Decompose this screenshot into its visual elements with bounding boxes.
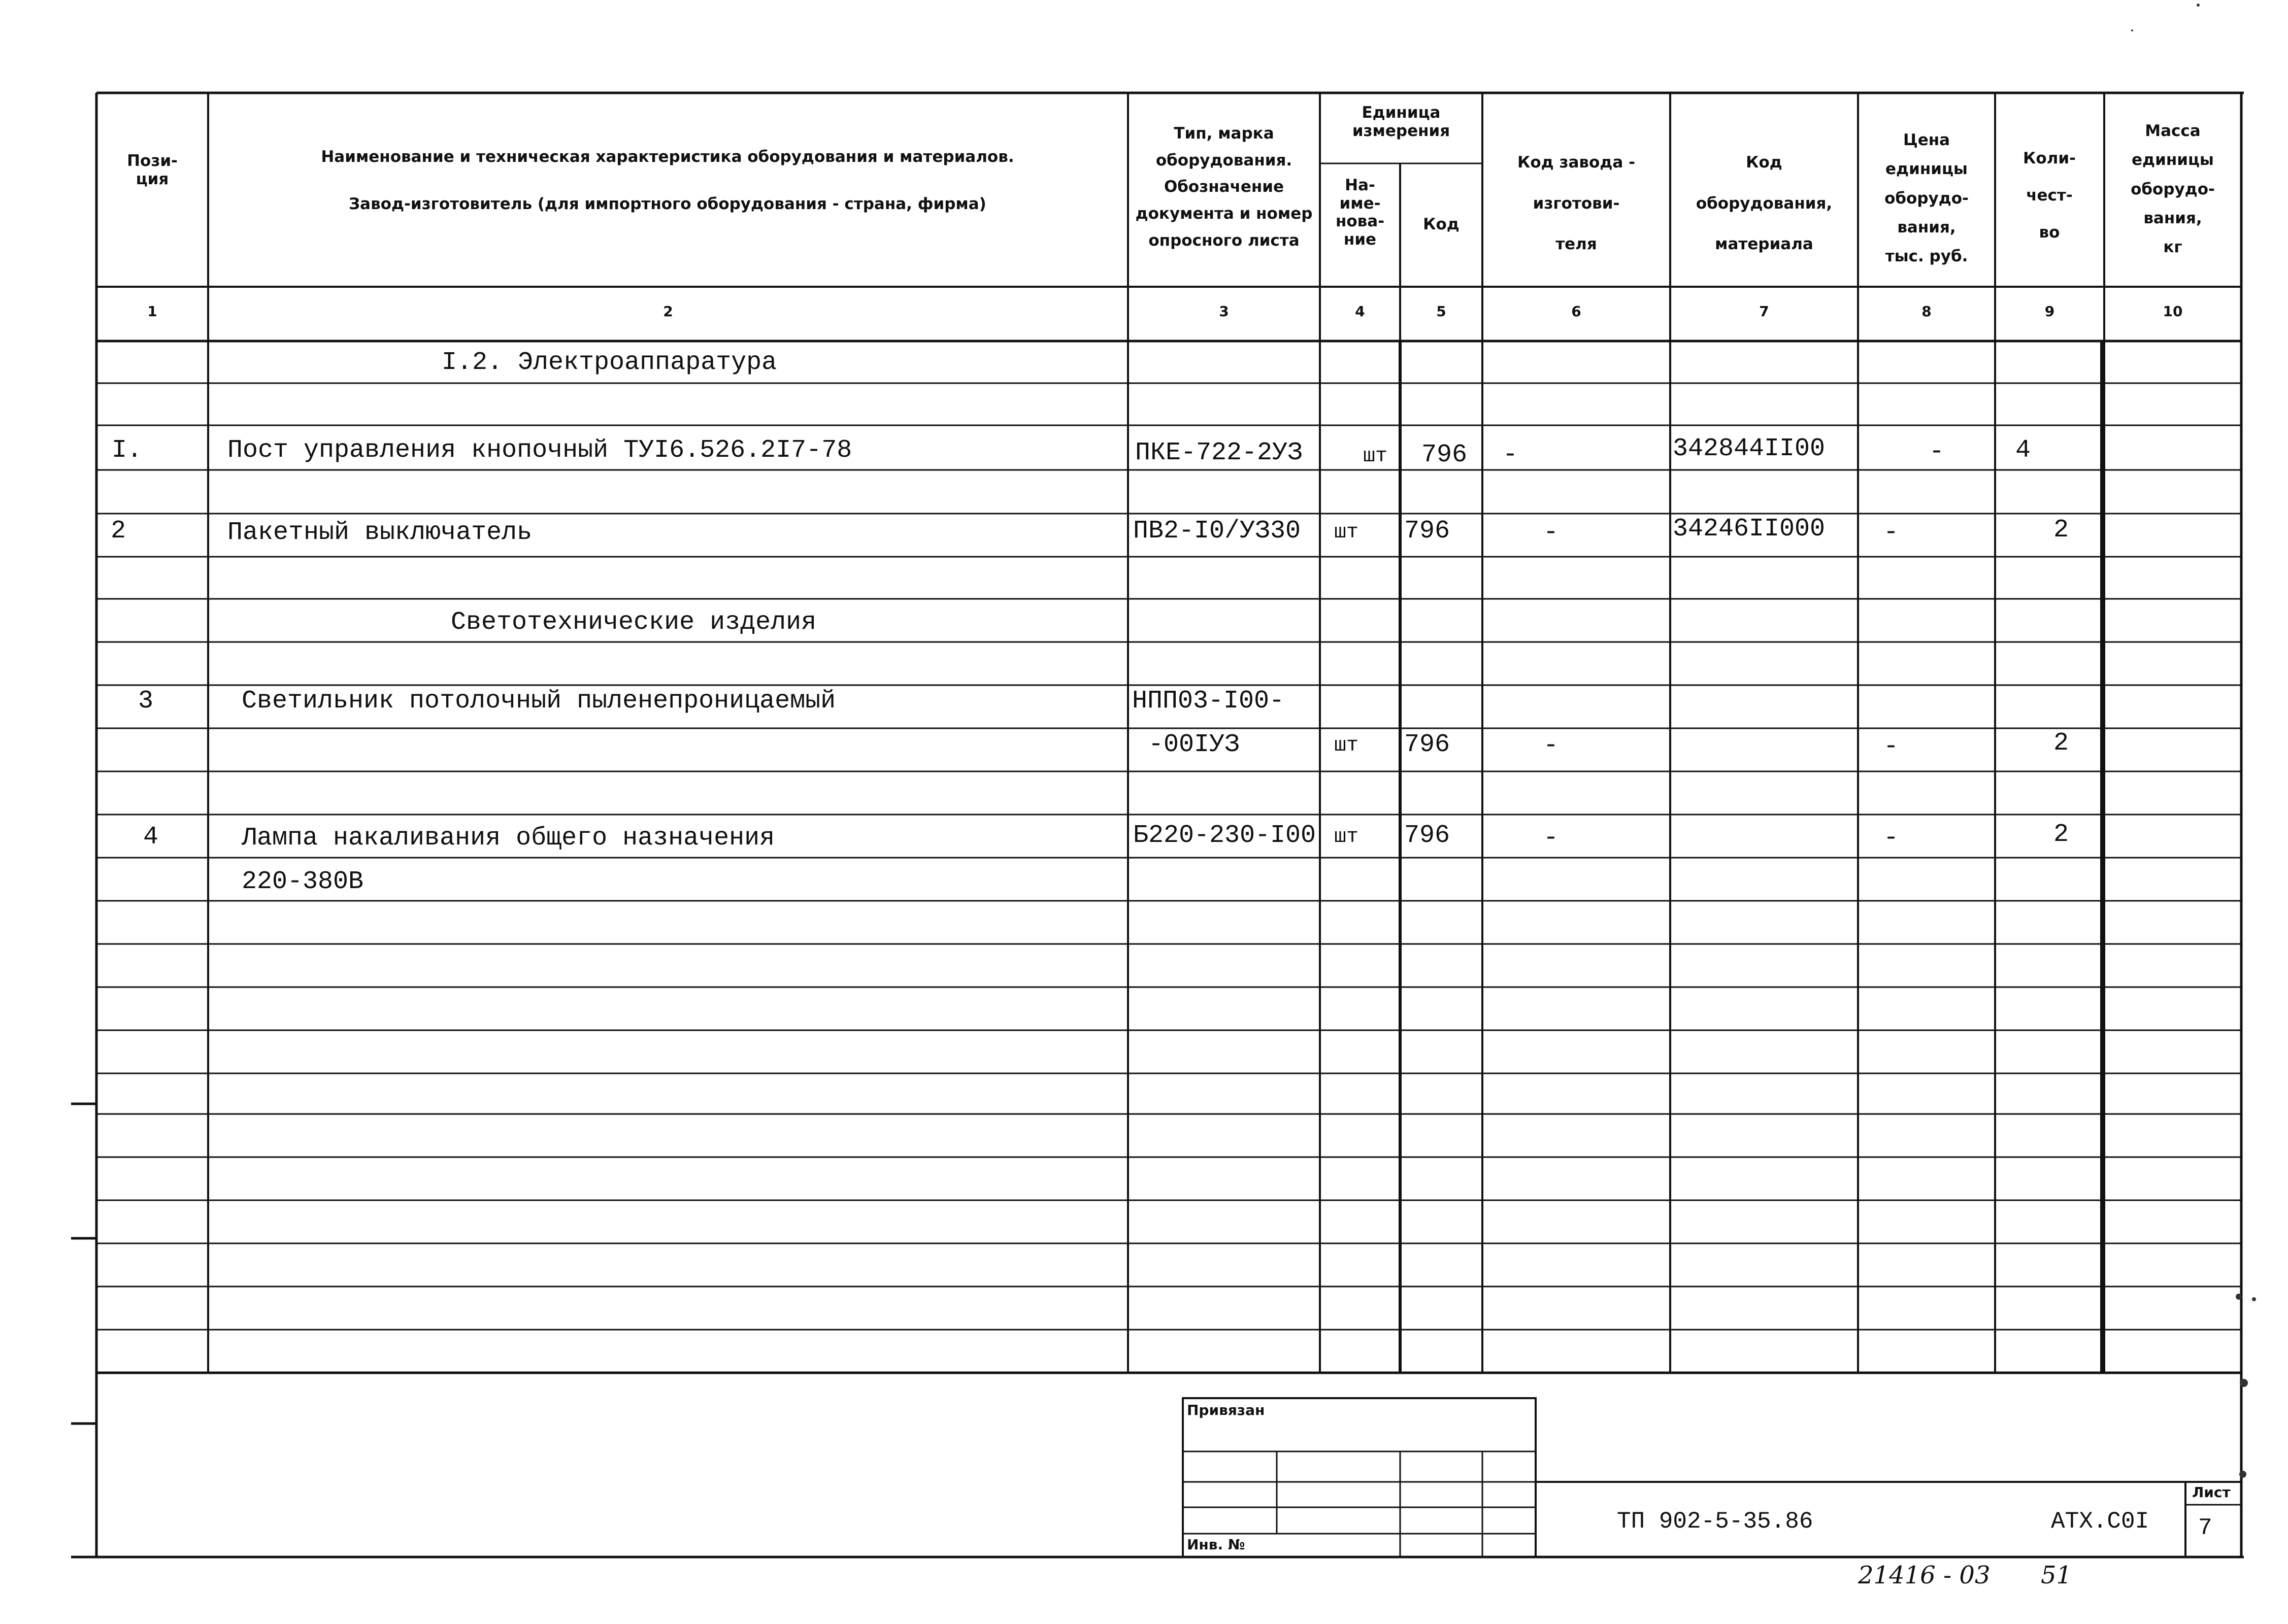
header-unit-name: На- име- нова- ние	[1335, 176, 1385, 249]
stamp-list-label: Лист	[2192, 1484, 2231, 1501]
item4-code: 796	[1404, 821, 1450, 850]
item2-eqcode: 34246II000	[1673, 515, 1826, 544]
item4-type: Б220-230-I00	[1133, 821, 1316, 850]
header-position: Пози- ция	[127, 152, 178, 188]
item4-position: 4	[143, 823, 159, 852]
item4-price: -	[1883, 824, 1899, 853]
item3-type-line1: НПП03-I00-	[1132, 687, 1285, 716]
colnum-9: 9	[2044, 303, 2055, 320]
stamp-list-number: 7	[2198, 1515, 2212, 1541]
item2-type: ПВ2-I0/УЗ30	[1133, 517, 1301, 546]
colnum-1: 1	[147, 303, 157, 320]
item2-qty: 2	[2053, 516, 2069, 545]
subsection-title: Светотехнические изделия	[451, 608, 817, 637]
item3-factory: -	[1543, 731, 1559, 760]
stamp-document-code: ТП 902-5-35.86	[1617, 1508, 1813, 1535]
item3-price: -	[1883, 732, 1899, 761]
item4-name-line2: 220-380В	[242, 867, 364, 896]
header-equipment-code: Код оборудования, материала	[1696, 153, 1833, 254]
item4-factory: -	[1543, 824, 1559, 853]
item1-type: ПКЕ-722-2УЗ	[1135, 438, 1303, 467]
stamp-sheet-code: АТХ.С0I	[2051, 1508, 2149, 1535]
header-type: Тип, марка оборудования. Обозначение документа и номер опросного листа	[1135, 124, 1313, 250]
item1-factory: -	[1503, 441, 1518, 469]
item1-code: 796	[1421, 441, 1468, 469]
handwritten-page: 51	[2041, 1561, 2072, 1589]
item3-code: 796	[1404, 730, 1450, 759]
section-title: I.2. Электроаппаратура	[442, 348, 777, 377]
item1-qty: 4	[2015, 436, 2031, 465]
item1-name: Пост управления кнопочный ТУI6.526.2I7-78	[227, 436, 852, 465]
item1-price: -	[1929, 437, 1945, 466]
colnum-4: 4	[1355, 303, 1365, 320]
header-quantity: Коли- чест- во	[2023, 149, 2076, 242]
header-price: Цена единицы оборудо- вания, тыс. руб.	[1884, 131, 1969, 266]
colnum-8: 8	[1921, 303, 1932, 320]
colnum-3: 3	[1219, 303, 1229, 320]
stamp-privyazan: Привязан	[1187, 1402, 1265, 1418]
item3-type-line2: -00IУЗ	[1148, 730, 1240, 759]
item3-position: 3	[138, 687, 154, 716]
item4-unit: шт	[1334, 826, 1359, 849]
stamp-inventory: Инв. №	[1187, 1536, 1245, 1553]
header-name-line1: Наименование и техническая характеристика оборудования и материалов.	[321, 148, 1014, 166]
item1-position: I.	[112, 436, 143, 465]
handwritten-number: 21416 - 03	[1858, 1561, 1991, 1589]
header-mass: Масса единицы оборудо- вания, кг	[2131, 122, 2215, 257]
item2-factory: -	[1543, 518, 1559, 547]
item2-unit: шт	[1334, 521, 1359, 544]
header-factory-code: Код завода - изготови- теля	[1517, 153, 1635, 254]
item4-qty: 2	[2053, 820, 2069, 849]
item2-code: 796	[1404, 517, 1450, 546]
colnum-7: 7	[1759, 303, 1769, 320]
header-unit-code: Код	[1423, 215, 1460, 233]
item4-name-line1: Лампа накаливания общего назначения	[242, 824, 775, 853]
header-unit: Единица измерения	[1352, 104, 1450, 140]
item1-unit: шт	[1363, 445, 1388, 468]
colnum-10: 10	[2163, 303, 2183, 320]
item2-position: 2	[111, 517, 126, 546]
item2-price: -	[1883, 518, 1899, 547]
item1-eqcode: 342844II00	[1673, 434, 1826, 463]
colnum-5: 5	[1436, 303, 1446, 320]
item3-name: Светильник потолочный пыленепроницаемый	[242, 687, 836, 716]
colnum-6: 6	[1571, 303, 1581, 320]
colnum-2: 2	[663, 303, 673, 320]
header-name-line2: Завод-изготовитель (для импортного оборудования - страна, фирма)	[349, 195, 986, 213]
item3-qty: 2	[2053, 729, 2069, 758]
item3-unit: шт	[1334, 734, 1359, 757]
item2-name: Пакетный выключатель	[227, 518, 533, 547]
